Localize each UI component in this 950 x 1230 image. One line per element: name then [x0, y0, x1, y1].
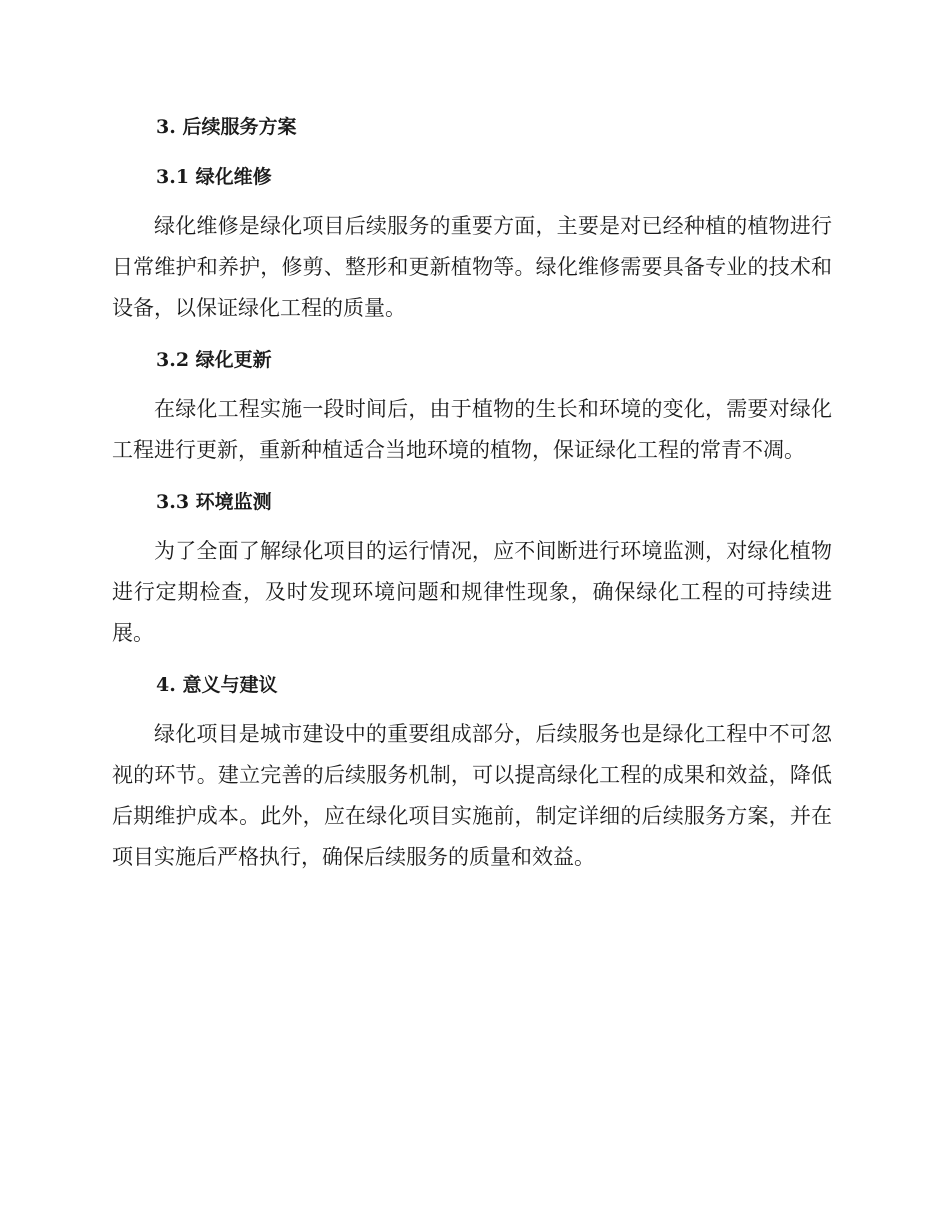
document-content	[112, 108, 832, 878]
section-3-heading: 3. 后续服务方案	[156, 116, 297, 138]
section-3-3-heading: 3.3 环境监测	[156, 491, 272, 513]
section-3-1-paragraph: 绿化维修是绿化项目后续服务的重要方面，主要是对已经种植的植物进行日常维护和养护，修剪、整形和更新植物等。绿化维修需要具备专业的技术和设备，以保证绿化工程的质量。	[112, 214, 832, 320]
section-3-1-heading: 3.1 绿化维修	[156, 166, 272, 188]
section-4-paragraph: 绿化项目是城市建设中的重要组成部分，后续服务也是绿化工程中不可忽视的环节。建立完善的后续服务机制，可以提高绿化工程的成果和效益，降低后期维护成本。此外，应在绿化项目实施前，制定详细的后续服务方案，并在项目实施后严格执行，确保后续服务的质量和效益。	[112, 722, 832, 869]
section-3-2-heading: 3.2 绿化更新	[156, 349, 272, 371]
section-3-2-paragraph: 在绿化工程实施一段时间后，由于植物的生长和环境的变化，需要对绿化工程进行更新，重新种植适合当地环境的植物，保证绿化工程的常青不凋。	[112, 397, 832, 462]
section-4-heading: 4. 意义与建议	[156, 674, 278, 696]
section-3-3-paragraph: 为了全面了解绿化项目的运行情况，应不间断进行环境监测，对绿化植物进行定期检查，及时发现环境问题和规律性现象，确保绿化工程的可持续进展。	[112, 539, 832, 645]
